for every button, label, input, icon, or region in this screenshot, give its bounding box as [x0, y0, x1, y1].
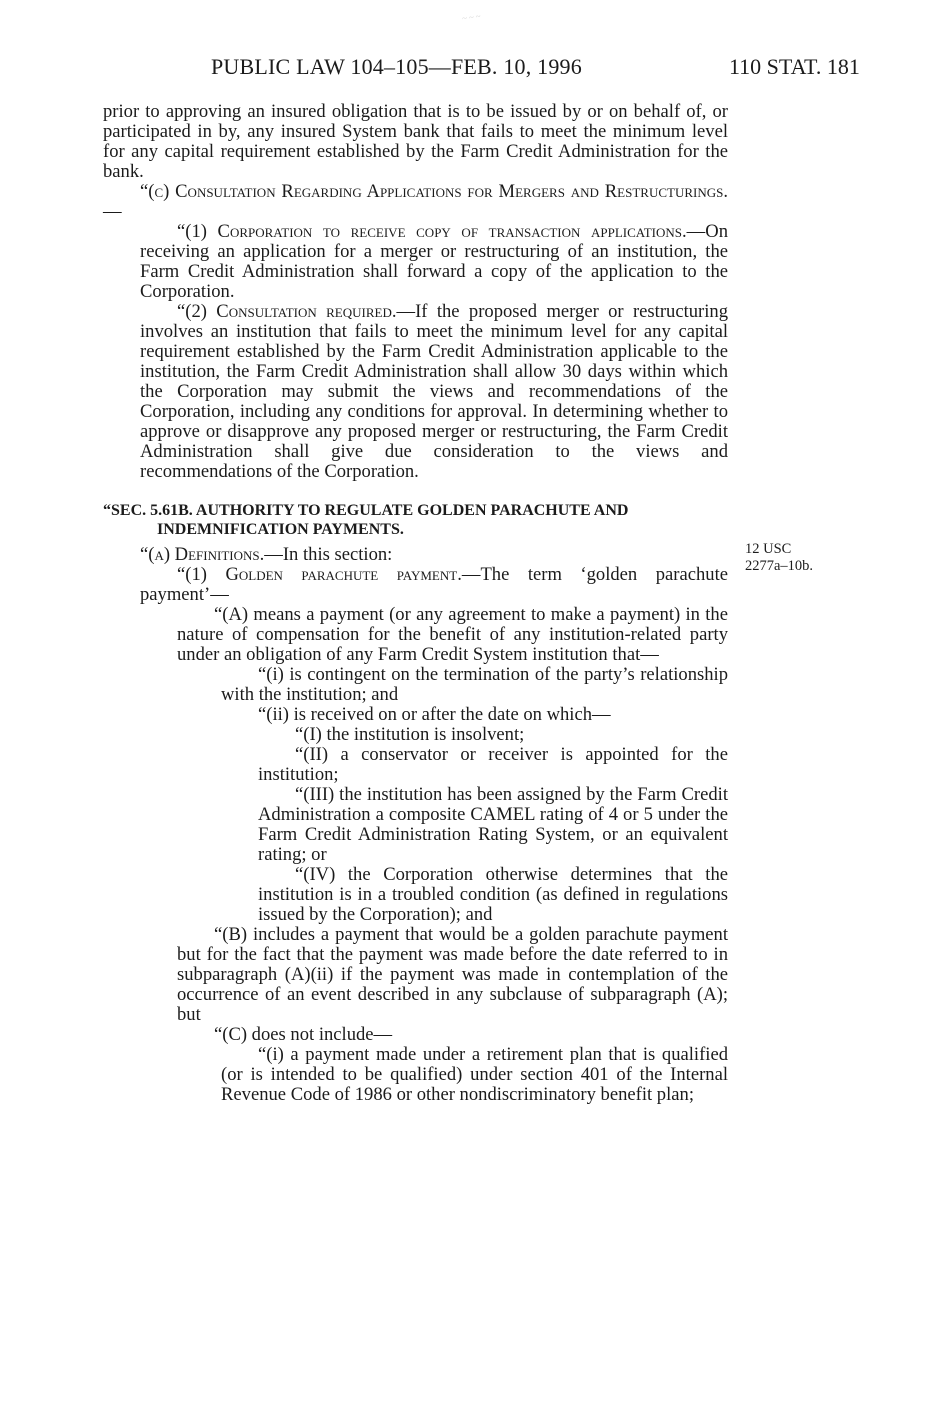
running-header-title: PUBLIC LAW 104–105—FEB. 10, 1996 — [211, 54, 582, 79]
paragraph-a1-heading: “(1) Golden parachute payment. — [177, 564, 462, 585]
faint-stamp: ~~~ — [461, 10, 484, 24]
subparagraph-C: “(C) does not include— — [214, 1024, 393, 1045]
subparagraph-B: “(B) includes a payment that would be a golden parachute payment but for the fact that the payment was made before the date referred to in subparagraph (A)(ii) if the payment was made in contemplation of the occurrence of an event described in any subclause of subparagraph (A); but — [177, 924, 728, 1025]
subclause-I-text: “(I) the institution is insolvent; — [295, 724, 525, 745]
subsection-c-heading-text: “(c) Consultation Regarding Applications for Mergers and Restructurings.— — [103, 181, 728, 222]
clause-C-i: “(i) a payment made under a retirement plan that is qualified (or is intended to be qualified) under section 401 of the Internal Revenue Code of 1986 or other nondiscriminatory benefit plan; — [221, 1044, 728, 1105]
subclause-IV-text: “(IV) the Corporation otherwise determines that the institution is in a troubled condition (as defined in regulations issued by the Corporation); and — [258, 864, 728, 925]
subclause-III-text: “(III) the institution has been assigned by the Farm Credit Administration a composite CAMEL rating of 4 or 5 under the Farm Credit Administration Rating System, or an equivalent rating; or — [258, 784, 728, 865]
subclause-IV — [103, 865, 728, 925]
subclause-II — [103, 745, 728, 785]
clause-A-i: “(i) is contingent on the termination of the party’s relationship with the institution; and — [221, 664, 728, 705]
margin-citation-line2: 2277a–10b. — [745, 558, 814, 574]
subparagraph-A: “(A) means a payment (or any agreement to make a payment) in the nature of compensation for the benefit of any institution-related party under an obligation of any Farm Credit System institution that— — [177, 604, 728, 665]
subclause-I — [103, 725, 728, 745]
clause-A-ii: “(ii) is received on or after the date on which— — [258, 704, 611, 725]
subclause-III — [103, 785, 728, 865]
paragraph-c2 — [103, 302, 728, 482]
section-heading: “SEC. 5.61B. AUTHORITY TO REGULATE GOLDEN PARACHUTE AND INDEMNIFICATION PAYMENTS. — [103, 502, 629, 538]
body-text — [103, 102, 728, 1105]
subsection-a-heading: “(a) Definitions. — [140, 544, 265, 565]
subsection-c-heading — [103, 182, 728, 222]
margin-citation-line1: 12 USC — [745, 541, 792, 557]
paragraph-continued: prior to approving an insured obligation that is to be issued by or on behalf of, or participated in by, any insured System bank that fails to meet the minimum level for any capital requirement established by the Farm Credit Administration for the bank. — [103, 101, 728, 182]
paragraph-a1-text: —The term ‘golden parachute payment’— — [140, 564, 728, 605]
paragraph-c1-heading: “(1) Corporation to receive copy of transaction applications. — [177, 221, 687, 242]
subclause-II-text: “(II) a conservator or receiver is appointed for the institution; — [258, 744, 728, 785]
paragraph-c1-text: —On receiving an application for a merger or restructuring of an institution, the Farm Credit Administration shall forward a copy of the application to the Corporation. — [140, 221, 728, 302]
paragraph-c1 — [103, 222, 728, 302]
paragraph-c2-heading: “(2) Consultation required. — [177, 301, 397, 322]
paragraph-c2-text: —If the proposed merger or restructuring involves an institution that fails to meet the minimum level for any capital requirement established by the Farm Credit Administration applicable to the institution, the Farm Credit Administration shall allow 30 days within which the Corporation may submit the views and recommendations of the Corporation, including any conditions for approval. In determining whether to approve or disapprove any proposed merger or restructuring, the Farm Credit Administration shall give due consideration to the views and recommendations of the Corporation. — [140, 301, 728, 482]
page-number: 110 STAT. 181 — [729, 54, 860, 79]
subsection-a-text: —In this section: — [264, 544, 393, 565]
paragraph-a1 — [103, 565, 728, 605]
margin-citation — [745, 541, 813, 575]
subsection-a — [103, 545, 728, 565]
